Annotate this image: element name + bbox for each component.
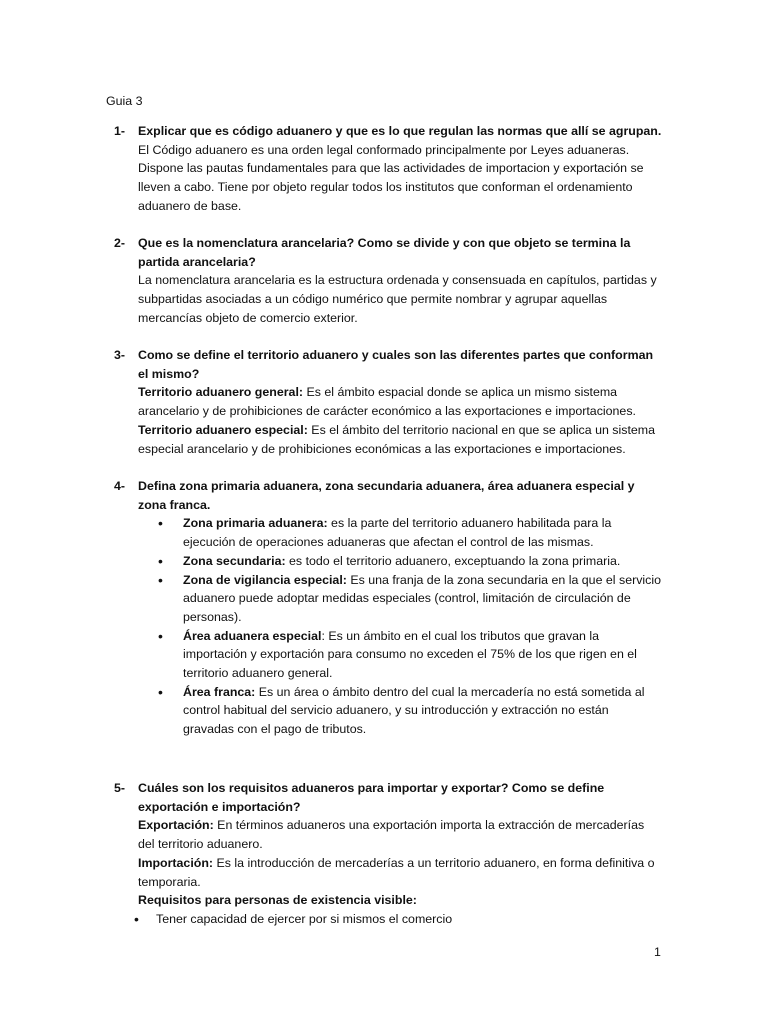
definition-term: Territorio aduanero especial: — [138, 422, 308, 437]
bullet-text: Es una franja de la zona secundaria en la que el servicio aduanero puede adoptar medidas especiales (control, limitación de circulación de personas). — [183, 572, 661, 624]
requirements-heading: Requisitos para personas de existencia visible: — [138, 893, 417, 908]
definition-text: Es el ámbito del territorio nacional en que se aplica un sistema especial arancelario y de prohibiciones económicas a las exportaciones e importaciones. — [138, 422, 655, 456]
bullet-list — [138, 514, 662, 738]
list-item — [138, 552, 662, 571]
question-answer: La nomenclatura arancelaria es la estructura ordenada y consensuada en capítulos, partidas y subpartidas asociadas a un código numérico que permite nombrar y agrupar aquellas mercancías objeto de comercio exterior. — [138, 273, 657, 325]
definition-term: Importación: — [138, 855, 214, 870]
bullet-term: Área franca: — [183, 684, 256, 699]
requirements-list — [138, 910, 662, 929]
question-number: 2- — [114, 236, 126, 250]
bullet-term: Zona primaria aduanera: — [183, 516, 328, 531]
list-item: • Tener capacidad de ejercer por si mismos el comercio — [138, 910, 662, 929]
definition-text: En términos aduaneros una exportación importa la extracción de mercaderías del territorio aduanero. — [138, 818, 645, 852]
question-title: Que es la nomenclatura arancelaria? Como se divide y con que objeto se termina la partida arancelaria? — [138, 236, 631, 269]
definition-item — [138, 816, 662, 853]
question-title: Como se define el territorio aduanero y cuales son las diferentes partes que conforman el mismo? — [138, 348, 654, 381]
definition-item — [138, 854, 662, 891]
bullet-text: Es un área o ámbito dentro del cual la mercadería no está sometida al control habitual del servicio aduanero, y su introducción y extracción no están gravadas con el pago de tributos. — [183, 684, 645, 737]
page-number: 1 — [654, 945, 661, 959]
definition-item — [138, 383, 662, 420]
definition-term: Territorio aduanero general: — [138, 385, 304, 400]
list-item — [138, 514, 662, 551]
question-2 — [114, 234, 662, 328]
question-answer: El Código aduanero es una orden legal conformado principalmente por Leyes aduaneras. Dispone las pautas fundamentales para que las actividades de importacion y exportación se lleven a cabo. Tiene por objeto regular todos los institutos que conforman el ordenamiento aduanero de base. — [138, 142, 644, 213]
definition-text: Es el ámbito espacial donde se aplica un mismo sistema arancelario y de prohibiciones de carácter económico a las exportaciones e importaciones. — [138, 385, 636, 419]
question-3 — [114, 346, 662, 458]
question-title: Explicar que es código aduanero y que es lo que regulan las normas que allí se agrupan. — [138, 124, 662, 138]
definition-text: Es la introducción de mercaderías a un territorio aduanero, en forma definitiva o temporaria. — [138, 855, 655, 889]
question-number: 1- — [114, 124, 126, 138]
bullet-text: es todo el territorio aduanero, exceptuando la zona primaria. — [285, 553, 621, 568]
list-item — [138, 683, 662, 739]
definition-term: Exportación: — [138, 818, 214, 833]
question-number: 5- — [114, 781, 126, 795]
question-number: 3- — [114, 348, 126, 362]
bullet-term: Zona secundaria: — [183, 553, 286, 568]
definition-item — [138, 421, 662, 458]
question-5 — [114, 779, 662, 929]
bullet-term: Área aduanera especial — [183, 628, 322, 643]
bullet-text: : Es un ámbito en el cual los tributos que gravan la importación y exportación para consumo no exceden el 75% de los que rigen en el territorio aduanero general. — [183, 628, 637, 681]
question-title: Cuáles son los requisitos aduaneros para importar y exportar? Como se define exportación e importación? — [138, 781, 605, 814]
list-item — [138, 571, 662, 627]
bullet-text: es la parte del territorio aduanero habilitada para la ejecución de operaciones aduaneras que afectan el control de las mismas. — [183, 516, 612, 550]
bullet-term: Zona de vigilancia especial: — [183, 572, 347, 587]
question-1 — [114, 122, 662, 216]
document-title: Guia 3 — [106, 94, 143, 108]
list-item — [138, 627, 662, 683]
question-title: Defina zona primaria aduanera, zona secundaria aduanera, área aduanera especial y zona franca. — [138, 479, 635, 512]
question-number: 4- — [114, 479, 126, 493]
question-4 — [114, 477, 662, 739]
